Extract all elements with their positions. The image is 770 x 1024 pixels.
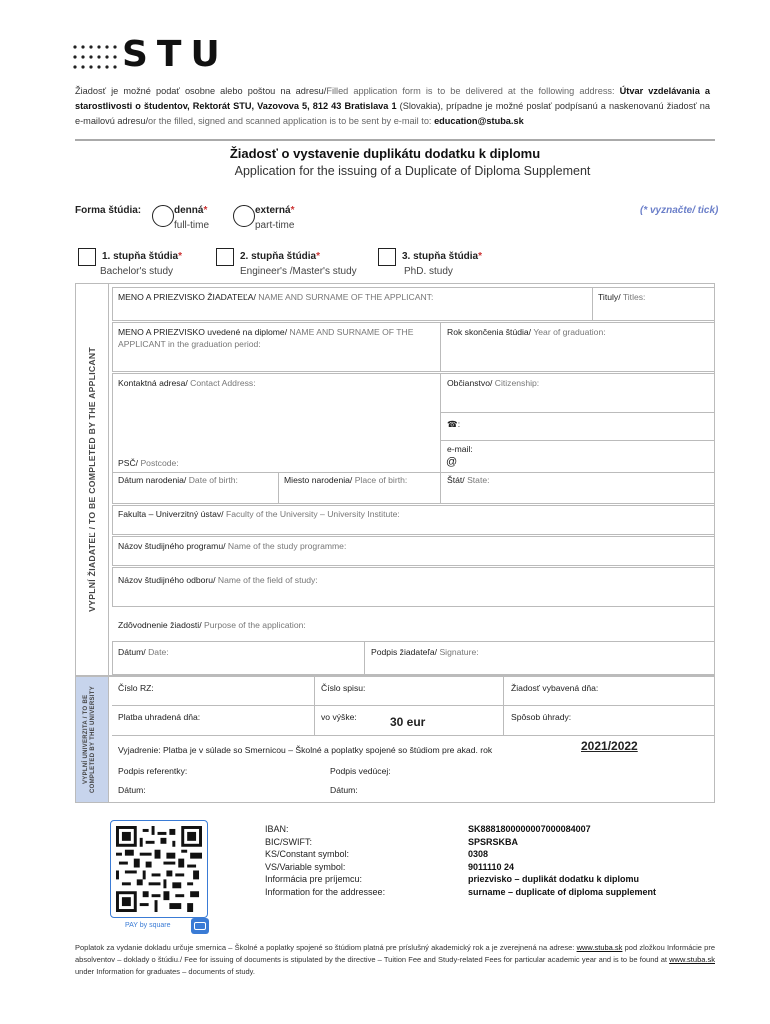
purpose-label[interactable]: Zdôvodnenie žiadosti/ Purpose of the application: [118, 620, 306, 630]
amount-label: vo výške: [321, 712, 357, 722]
stu-logo-dots [72, 44, 118, 70]
degree-master-en: Engineer's /Master's study [240, 266, 357, 277]
issued-label: Žiadosť vybavená dňa: [511, 683, 599, 693]
ks-label: KS/Constant symbol: [265, 849, 350, 859]
referent-label: Podpis referentky: [118, 766, 188, 776]
title-en: Application for the issuing of a Duplicate of Diploma Supplement [234, 164, 591, 178]
iban-label: IBAN: [265, 824, 289, 834]
radio-full-time[interactable] [152, 205, 174, 227]
citizenship-label: Občianstvo/ Citizenship: [447, 378, 540, 388]
option-part-time: externá* [255, 205, 295, 216]
info-en-value: surname – duplicate of diploma supplement [468, 886, 657, 897]
info-sk-label: Informácia pre príjemcu: [265, 874, 363, 884]
email-label: e-mail: [447, 444, 473, 454]
payment-labels [265, 823, 385, 898]
faculty-label: Fakulta – Univerzitný ústav/ Faculty of the University – University Institute: [118, 509, 400, 519]
tick-note: (* vyznačte/ tick) [640, 205, 719, 216]
pay-by-square-label: PAY by square [125, 922, 171, 929]
divider [75, 139, 715, 141]
programme-label: Názov študijného programu/ Name of the study programme: [118, 541, 347, 551]
degree-bachelor-en: Bachelor's study [100, 266, 174, 277]
date-label[interactable]: Dátum/ Date: [118, 647, 169, 657]
degree-phd-en: PhD. study [404, 266, 453, 277]
checkbox-phd[interactable] [378, 248, 396, 266]
footer-note: Poplatok za vydanie dokladu určuje smernica – Školné a poplatky spojené so štúdiom platná pre príslušný akademický rok a je zverejnená na adrese: www.stuba.sk pod zložkou Informácie pre absolventov – doklady o štúdiu./ Fee for issuing of documents is stipulated by the directive – Tuition Fee and Study-related Fees for particular academic year and is to be found at www.stuba.sk under Information for graduates – documents of study. [75, 943, 715, 976]
option-part-time-en: part-time [255, 220, 295, 231]
titles-label: Tituly/ Titles: [598, 292, 646, 302]
checkbox-master[interactable] [216, 248, 234, 266]
footer-link-2[interactable]: www.stuba.sk [669, 955, 715, 964]
phone-label: ☎: [447, 419, 461, 429]
postcode-label: PSČ/ Postcode: [118, 458, 179, 468]
name-diploma-label: MENO A PRIEZVISKO uvedené na diplome/ NAME AND SURNAME OF THE APPLICANT in the graduation period: [118, 327, 414, 349]
bic-label: BIC/SWIFT: [265, 836, 312, 847]
qr-code-icon [116, 826, 202, 912]
method-label: Spôsob úhrady: [511, 712, 572, 722]
footer-link-1[interactable]: www.stuba.sk [576, 943, 623, 952]
iban-value: SK8881800000007000084007 [468, 824, 591, 834]
vs-label: VS/Variable symbol: [265, 861, 346, 872]
head-label: Podpis vedúcej: [330, 766, 391, 776]
at-icon: @ [446, 456, 458, 468]
intro-address: Útvar vzdelávania a starostlivosti o študentov, Rektorát STU, Vazovova 5, 812 43 Bratislava 1 [75, 86, 710, 111]
paid-label: Platba uhradená dňa: [118, 712, 201, 722]
study-field-field[interactable] [112, 567, 715, 607]
grad-year-label: Rok skončenia štúdia/ Year of graduation: [447, 327, 606, 337]
dob-label[interactable]: Dátum narodenia/ Date of birth: [118, 475, 238, 485]
qr-code [110, 820, 208, 918]
degree-master: 2. stupňa štúdia* [240, 251, 321, 262]
study-field-label: Názov študijného odboru/ Name of the field of study: [118, 575, 318, 585]
info-sk-value: priezvisko – duplikát dodatku k diplomu [468, 874, 640, 884]
payment-values [468, 823, 656, 898]
rz-label: Číslo RZ: [118, 683, 154, 693]
degree-phd: 3. stupňa štúdia* [402, 251, 483, 262]
pay-by-square-icon [191, 918, 209, 934]
signature-label[interactable]: Podpis žiadateľa/ Signature: [371, 647, 479, 657]
radio-part-time[interactable] [233, 205, 255, 227]
intro-en2: or the filled, signed and scanned application is to be sent by e-mail to: [148, 116, 432, 126]
university-side-column [76, 677, 108, 802]
vs-value: 9011110 24 [468, 861, 515, 872]
pob-label[interactable]: Miesto narodenia/ Place of birth: [284, 475, 408, 485]
amount-value: 30 eur [390, 715, 426, 729]
address-label: Kontaktná adresa/ Contact Address: [118, 378, 256, 388]
intro-paragraph [75, 84, 710, 129]
intro-sk: Žiadosť je možné podať osobne alebo poštou na adresu/ [75, 86, 327, 96]
academic-year: 2021/2022 [581, 739, 638, 753]
bic-value: SPSRSKBA [468, 836, 519, 847]
university-side-label: VYPLNÍ UNIVERZITA / TO BE COMPLETED BY THE UNIVERSITY [83, 686, 96, 794]
info-en-label: Information for the addressee: [265, 886, 386, 897]
stu-logo-text: STU [122, 34, 229, 75]
option-full-time: denná* [174, 205, 208, 216]
state-label[interactable]: Štát/ State: [447, 475, 490, 485]
date1-label: Dátum: [118, 785, 146, 795]
ks-value: 0308 [468, 849, 489, 859]
degree-bachelor: 1. stupňa štúdia* [102, 251, 183, 262]
intro-email[interactable]: education@stuba.sk [434, 116, 524, 126]
statement-text: Vyjadrenie: Platba je v súlade so Smernicou – Školné a poplatky spojené so štúdiom pre akad. rok [118, 745, 493, 755]
intro-en: Filled application form is to be delivered at the following address: [326, 86, 615, 96]
date2-label: Dátum: [330, 785, 358, 795]
applicant-side-label: VYPLNÍ ŽIADATEĽ / TO BE COMPLETED BY THE APPLICANT [87, 347, 97, 612]
file-no-label: Číslo spisu: [321, 683, 366, 693]
applicant-side-column [76, 284, 108, 675]
intro-sk2: (Slovakia), prípadne je možné poslať podpísanú a naskenovanú žiadosť na e-mailovú adresu/ [75, 101, 711, 126]
title-sk: Žiadosť o vystavenie duplikátu dodatku k diplomu [229, 146, 541, 161]
checkbox-bachelor[interactable] [78, 248, 96, 266]
study-form-label: Forma štúdia: [75, 205, 142, 216]
name-label: MENO A PRIEZVISKO ŽIADATEĽA/ NAME AND SURNAME OF THE APPLICANT: [118, 292, 434, 302]
option-full-time-en: full-time [174, 220, 210, 231]
